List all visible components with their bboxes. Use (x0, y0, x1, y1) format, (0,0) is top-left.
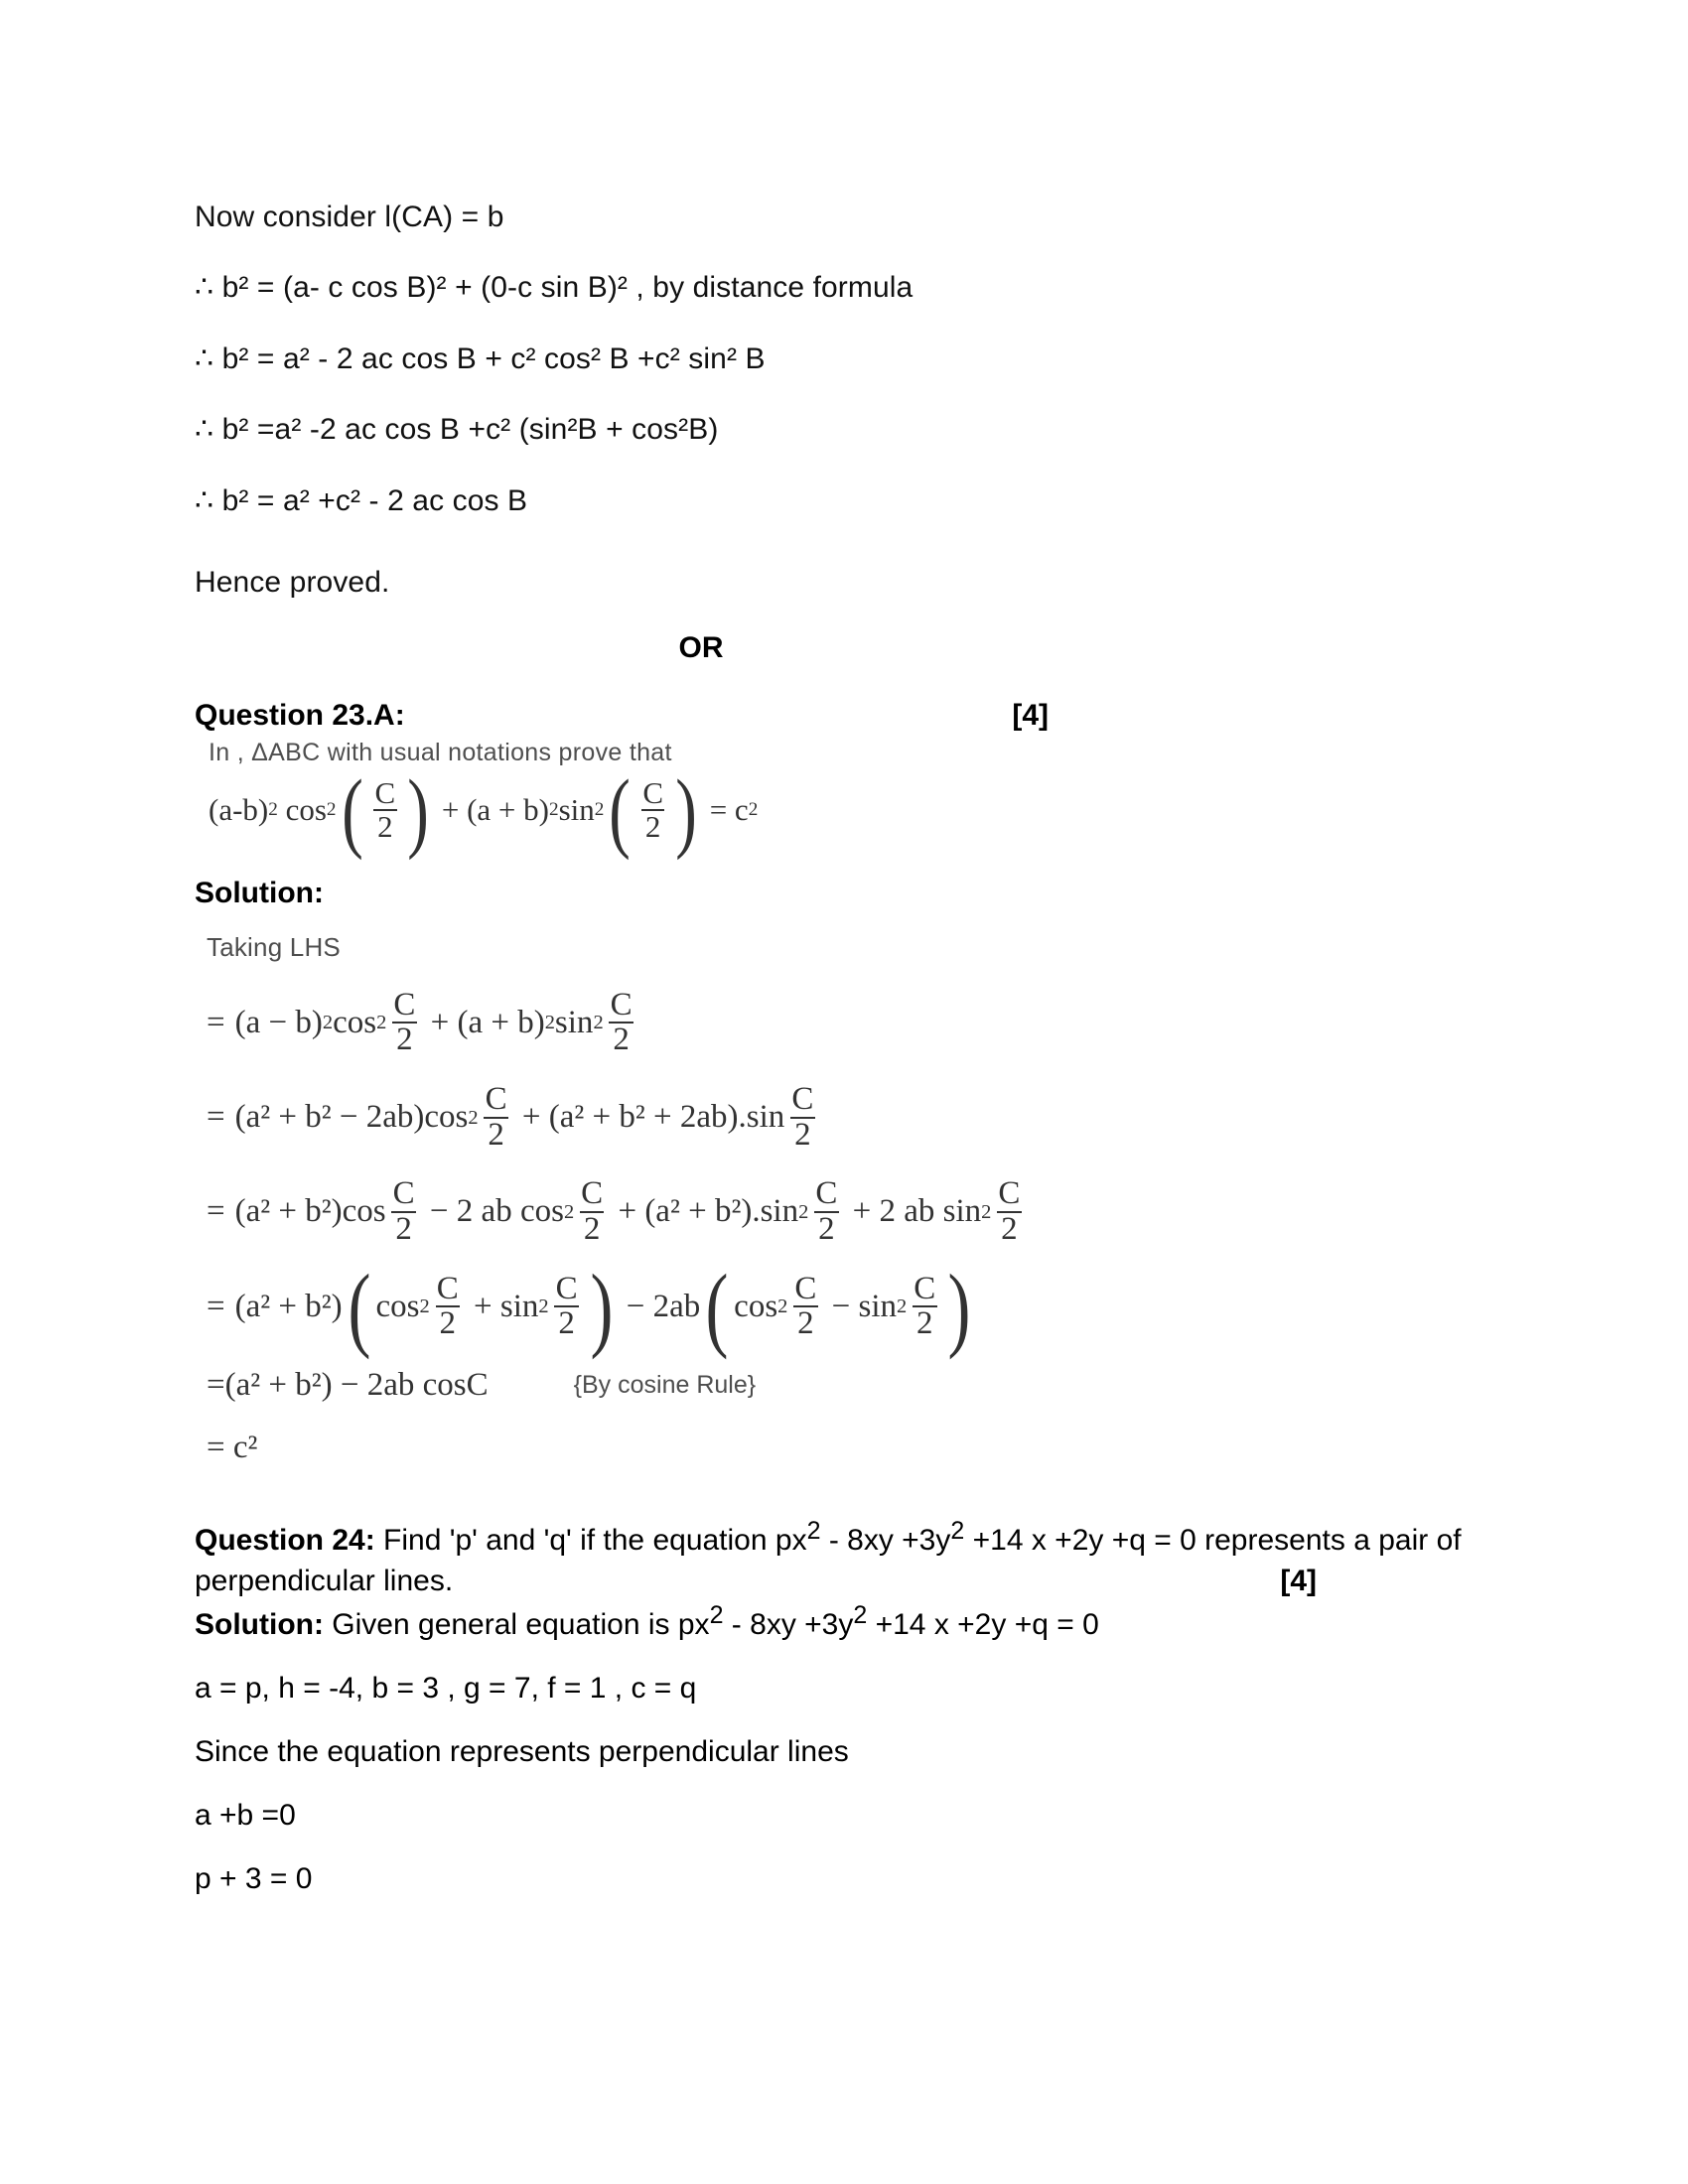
question-24-solution-label: Solution: (195, 1608, 324, 1642)
question-24-given-2: - 8xy +3y (723, 1608, 854, 1642)
eq1-sin: sin (554, 1004, 594, 1040)
eq1-frac2-num: C (610, 986, 633, 1023)
eq6-result: = c² (207, 1429, 258, 1465)
eq2-frac1-den: 2 (484, 1117, 508, 1153)
eq4-paren-close-1: ) (590, 1255, 614, 1361)
eq4-sin1: sin (499, 1288, 539, 1324)
eq3-sin2: sin (942, 1193, 982, 1230)
eq4-minus: − (626, 1288, 645, 1324)
text-line-group: ∴ b² =a² -2 ac cos B +c² (sin²B + cos²B) (195, 413, 719, 447)
eq4-frac4-den: 2 (913, 1305, 937, 1341)
eq3-plus2: + (852, 1193, 872, 1230)
eq1-term1: (a − b) (234, 1004, 323, 1040)
eq2-term2: (a² + b² + 2ab) (548, 1099, 739, 1136)
eq2-frac1-num: C (485, 1080, 507, 1117)
eq3-frac2-den: 2 (580, 1211, 605, 1247)
question-24-text-1: Find 'p' and 'q' if the equation px (374, 1523, 807, 1557)
eq3-frac1-den: 2 (391, 1211, 416, 1247)
eq4-frac1-den: 2 (436, 1305, 461, 1341)
eq2-frac2-den: 2 (790, 1117, 815, 1153)
taking-lhs-label: Taking LHS (207, 931, 341, 962)
text-line-distance-formula: ∴ b² = (a- c cos B)² + (0-c sin B)² , by distance formula (195, 271, 914, 305)
eq2-frac2-num: C (791, 1080, 814, 1117)
page-content (195, 199, 1485, 1926)
eq3-2ab-b: 2 ab (879, 1193, 935, 1230)
fraction-c-over-2-a (370, 777, 399, 842)
eq4-minus2: − (831, 1288, 851, 1324)
text-line-now-consider: Now consider l(CA) = b (195, 201, 504, 233)
question-24-given-1: Given general equation is px (323, 1608, 710, 1642)
equation-line-3: = (a² + b²) cos $\frac{C}{2}$ − 2 ab cos 2 $\frac{C}{2}$ + (a² + b²) . sin 2 $\frac{C}{2}$ + 2 ab sin 2 $\frac{C}{2}$ (207, 1177, 1485, 1246)
question-24-given-exp-2: 2 (853, 1601, 868, 1630)
eq4-cos1: cos (375, 1288, 420, 1324)
question-24-given-exp-1: 2 (709, 1601, 724, 1630)
eq4-frac1 (433, 1270, 463, 1342)
question-24-block (195, 1514, 1485, 1897)
eq3-frac4-num: C (998, 1175, 1021, 1212)
solution-work-23a (207, 932, 1485, 1466)
equation-line-6 (207, 1430, 1485, 1466)
eq2-frac1 (482, 1080, 511, 1153)
question-24-title: Question 24: (195, 1523, 375, 1557)
text-hence-proved: Hence proved. (195, 565, 390, 599)
eq4-paren-open-2: ( (705, 1255, 729, 1361)
fraction-c-over-2-b (638, 777, 667, 842)
fraction-numerator: C (374, 775, 396, 811)
eq4-frac2 (552, 1270, 582, 1342)
eq4-paren-open-1: ( (348, 1255, 371, 1361)
formula-cos: cos (285, 791, 327, 827)
eq3-dot: . (752, 1193, 761, 1230)
eq4-frac3-den: 2 (793, 1305, 818, 1341)
eq4-frac2-den: 2 (554, 1305, 579, 1341)
eq1-cos: cos (333, 1004, 377, 1040)
eq3-plus1: + (618, 1193, 637, 1230)
eq3-frac2-num: C (581, 1175, 604, 1212)
eq3-term1: (a² + b²) (234, 1193, 343, 1230)
eq3-frac3-den: 2 (814, 1211, 839, 1247)
fraction-denominator: 2 (641, 809, 665, 843)
equation-line-1: = (a − b) 2 cos 2 $\frac{C}{2}$ + (a + b) 2 sin 2 $\frac{C}{2}$ (207, 989, 1485, 1057)
paren-close-1: ) (407, 761, 429, 861)
equation-line-5 (207, 1367, 1485, 1404)
equation-line-4: = (a² + b²) ( cos 2 $\frac{C}{2}$ + sin 2 $\frac{C}{2}$ ) − 2ab ( cos 2 $\frac{C}{2}$ − sin 2 $\frac{C}{2}$ ) (207, 1255, 971, 1361)
eq1-frac2-den: 2 (609, 1022, 633, 1057)
eq3-cos1: cos (342, 1193, 386, 1230)
solution-heading-23a: Solution: (195, 876, 324, 909)
formula-sin: sin (558, 791, 595, 827)
eq1-term2: (a + b) (457, 1004, 545, 1040)
question-23a-header (195, 699, 1485, 733)
eq3-frac2 (577, 1177, 607, 1246)
eq3-minus: − (429, 1193, 449, 1230)
text-line-cosine-rule: ∴ b² = a² +c² - 2 ac cos B (195, 483, 528, 517)
eq1-frac1 (389, 986, 419, 1058)
eq3-2ab-a: 2 ab (456, 1193, 512, 1230)
eq3-cos2: cos (519, 1193, 564, 1230)
formula-plus: + (441, 791, 460, 827)
question-24-condition-eq: a +b =0 (195, 1799, 296, 1833)
question-24-prompt (195, 1514, 1485, 1602)
eq2-cos: cos (424, 1099, 469, 1136)
eq3-frac4 (994, 1177, 1024, 1246)
paren-open-2: ( (609, 761, 632, 861)
eq2-term1: (a² + b² − 2ab) (234, 1099, 425, 1136)
eq1-frac1-num: C (393, 986, 416, 1023)
eq2-plus: + (521, 1099, 541, 1136)
eq4-frac4 (910, 1270, 939, 1342)
eq3-frac3 (811, 1177, 841, 1246)
formula-rhs: c (734, 791, 749, 827)
question-23a-title: Question 23.A: (195, 699, 405, 733)
eq3-term2: (a² + b²) (644, 1193, 753, 1230)
eq1-plus: + (430, 1004, 450, 1040)
eq4-frac4-num: C (914, 1270, 936, 1306)
eq4-plus: + (474, 1288, 492, 1324)
eq3-frac4-den: 2 (997, 1211, 1022, 1247)
formula-equals: = (709, 791, 728, 827)
question-24-condition-text: Since the equation represents perpendicular lines (195, 1735, 849, 1769)
question-24-substituted-eq: p + 3 = 0 (195, 1862, 313, 1896)
eq1-frac2 (607, 986, 636, 1058)
eq3-frac1 (389, 1177, 419, 1246)
eq2-dot: . (738, 1099, 747, 1136)
formula-term-a-plus-b: (a + b) (467, 791, 549, 827)
question-24-marks: [4] (1280, 1564, 1317, 1597)
question-24-given-3: +14 x +2y +q = 0 (867, 1608, 1099, 1642)
eq2-frac2 (787, 1080, 817, 1153)
eq4-equals: = (207, 1288, 225, 1324)
fraction-denominator: 2 (373, 809, 397, 843)
eq4-cos2: cos (734, 1288, 778, 1324)
eq4-2ab: 2ab (652, 1288, 701, 1324)
question-24-exp-1: 2 (806, 1516, 821, 1545)
paren-close-2: ) (675, 761, 697, 861)
question-24-text-2: - 8xy +3y (820, 1523, 951, 1557)
eq1-frac1-den: 2 (392, 1022, 417, 1057)
eq2-equals: = (207, 1099, 225, 1136)
formula-term-a-minus-b: (a-b) (209, 791, 269, 827)
question-23a-statement-text: In , ΔABC with usual notations prove that (209, 739, 672, 767)
eq4-paren-close-2: ) (947, 1255, 971, 1361)
text-line-expand: ∴ b² = a² - 2 ac cos B + c² cos² B +c² sin² B (195, 341, 766, 375)
paren-open-1: ( (341, 761, 363, 861)
eq3-equals: = (207, 1193, 225, 1230)
question-24-text-3: +14 x +2y +q = 0 represents a pair of perpendicular lines. (195, 1523, 1462, 1597)
question-24-exp-2: 2 (950, 1516, 965, 1545)
fraction-numerator: C (642, 775, 663, 811)
question-24-solution-line (195, 1601, 1485, 1642)
question-23a-statement-formula: (a-b) 2 cos 2 ( $\frac{C}{2}$ ) + (a + b) 2 sin 2 ( $\frac{C}{2}$ ) = c 2 (209, 761, 759, 861)
eq1-equals: = (207, 1004, 225, 1040)
eq4-frac3 (790, 1270, 820, 1342)
equation-line-2: = (a² + b² − 2ab) cos 2 $\frac{C}{2}$ + (a² + b² + 2ab) . sin $\frac{C}{2}$ (207, 1083, 1485, 1152)
question-24-coefficients: a = p, h = -4, b = 3 , g = 7, f = 1 , c = q (195, 1672, 697, 1706)
or-separator: OR (678, 631, 724, 665)
eq4-term1: (a² + b²) (234, 1288, 343, 1324)
eq2-sin: sin (746, 1099, 785, 1136)
eq3-frac3-num: C (815, 1175, 838, 1212)
eq5-expression: =(a² + b²) − 2ab cosC (207, 1366, 489, 1403)
eq5-note-cosine-rule: {By cosine Rule} (573, 1370, 757, 1399)
eq4-frac3-num: C (794, 1270, 817, 1306)
eq3-sin1: sin (760, 1193, 799, 1230)
eq4-frac2-num: C (555, 1270, 578, 1306)
eq4-sin2: sin (858, 1288, 898, 1324)
eq4-frac1-num: C (436, 1270, 459, 1306)
question-23a-statement (209, 739, 1485, 861)
question-23a-marks: [4] (1012, 699, 1049, 733)
eq3-frac1-num: C (392, 1175, 415, 1212)
